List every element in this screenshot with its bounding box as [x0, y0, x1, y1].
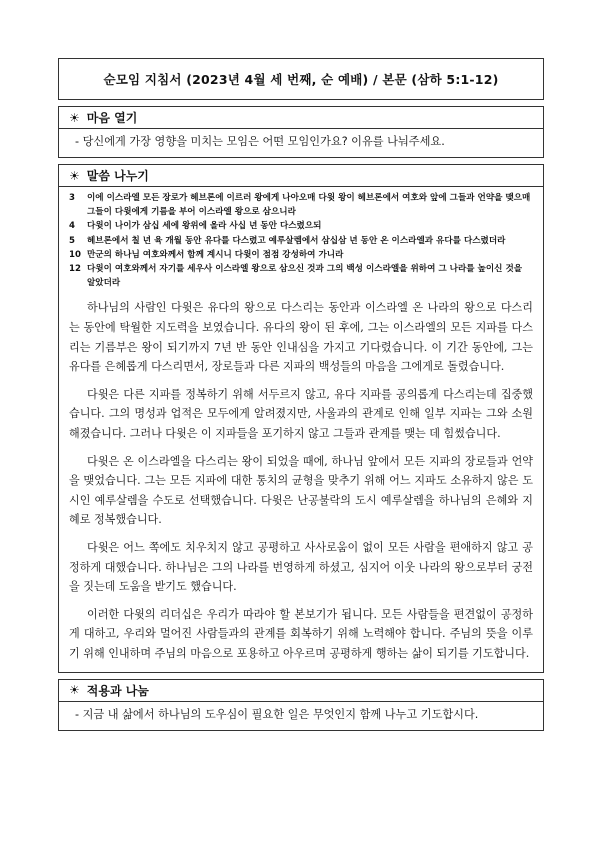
verse-number: 5 [69, 235, 75, 246]
verse-item [69, 219, 533, 233]
document-title-box [58, 58, 544, 100]
scripture-verses [59, 187, 543, 292]
verse-text: 이에 이스라엘 모든 장로가 헤브론에 이르러 왕에게 나아오매 다윗 왕이 헤브론에서 여호와 앞에 그들과 언약을 맺으매 그들이 다윗에게 기름을 부어 이스라엘 왕으로 삼으니라 [87, 193, 531, 218]
opening-heading: 마음 열기 [86, 111, 138, 125]
document-title: 순모임 지침서 (2023년 4월 세 번째, 순 예배) / 본문 (삼하 5:1-12) [103, 72, 499, 87]
verse-item [69, 191, 533, 219]
application-prompt: - 지금 내 삶에서 하나님의 도우심이 필요한 일은 무엇인지 함께 나누고 기도합시다. [75, 707, 479, 721]
commentary [59, 292, 543, 671]
verse-item [69, 234, 533, 248]
verse-item [69, 262, 533, 290]
word-section-header [59, 165, 543, 187]
sun-icon: ☀ [69, 683, 80, 698]
opening-body [59, 129, 543, 157]
verse-item [69, 248, 533, 262]
application-heading: 적용과 나눔 [86, 683, 149, 698]
document-page [58, 58, 544, 731]
opening-section-header [59, 107, 543, 129]
verse-number: 10 [69, 249, 81, 260]
word-heading: 말씀 나누기 [86, 169, 149, 183]
application-section-header [59, 680, 543, 702]
word-section [58, 164, 544, 673]
commentary-paragraph: 다윗은 다른 지파를 정복하기 위해 서두르지 않고, 유다 지파를 공의롭게 다스리는데 집중했습니다. 그의 명성과 업적은 모두에게 알려졌지만, 사울과의 관계로 인해 일부 지파는 그와 소원해졌습니다. 그러나 다윗은 이 지파들을 포기하지 않고 그들과 관계를 맺는 데 힘썼습니다. [69, 387, 533, 440]
commentary-paragraph: 하나님의 사람인 다윗은 유다의 왕으로 다스리는 동안과 이스라엘 온 나라의 왕으로 다스리는 동안에 탁월한 지도력을 보였습니다. 유다의 왕이 된 후에, 그는 이스라엘의 모든 지파를 다스리는 기름부은 왕이 되기까지 7년 반 동안 인내심을 가지고 기다렸습니다. 이 기간 동안에, 그는 유다를 은혜롭게 다스리면서, 장로들과 다른 지파의 백성들의 마음을 그에게로 돌렸습니다. [69, 301, 533, 374]
verse-number: 3 [69, 193, 75, 203]
opening-section [58, 106, 544, 158]
verse-text: 다윗이 여호와께서 자기를 세우사 이스라엘 왕으로 삼으신 것과 그의 백성 이스라엘을 위하여 그 나라를 높이신 것을 알았더라 [87, 264, 523, 289]
opening-question: - 당신에게 가장 영향을 미치는 모임은 어떤 모임인가요? 이유를 나눠주세요. [75, 135, 445, 148]
verse-text: 헤브론에서 칠 년 육 개월 동안 유다를 다스렸고 예루살렘에서 삼십삼 년 동안 온 이스라엘과 유다를 다스렸더라 [87, 235, 506, 246]
application-body [59, 702, 543, 730]
verse-text: 만군의 하나님 여호와께서 함께 계시니 다윗이 점점 강성하여 가니라 [87, 249, 344, 260]
commentary-paragraph: 다윗은 어느 쪽에도 치우치지 않고 공평하고 사사로움이 없이 모든 사람을 편애하지 않고 공정하게 대했습니다. 하나님은 그의 나라를 번영하게 하셨고, 심지어 이웃 나라의 왕으로부터 궁전을 짓는데 도움을 받기도 했습니다. [69, 540, 533, 594]
verse-number: 4 [69, 221, 75, 232]
sun-icon: ☀ [69, 168, 80, 183]
verse-text: 다윗이 나이가 삼십 세에 왕위에 올라 사십 년 동안 다스렸으되 [87, 221, 322, 232]
commentary-paragraph: 이러한 다윗의 리더십은 우리가 따라야 할 본보기가 됩니다. 모든 사람들을 편견없이 공정하게 대하고, 우리와 멀어진 사람들과의 관계를 회복하기 위해 노력해야 합니다. 주님의 뜻을 이루기 위해 인내하며 주님의 마음으로 포용하고 아우르며 공평하게 행하는 삶이 되기를 기도합니다. [69, 607, 533, 660]
sun-icon: ☀ [69, 110, 80, 125]
commentary-paragraph: 다윗은 온 이스라엘을 다스리는 왕이 되었을 때에, 하나님 앞에서 모든 지파의 장로들과 언약을 맺었습니다. 그는 모든 지파에 대한 통치의 균형을 맞추기 위해 어느 지파도 소유하지 않은 도시인 예루살렘을 수도로 선택했습니다. 다윗은 난공불락의 도시 예루살렘을 하나님의 은혜와 지혜로 정복했습니다. [69, 454, 534, 527]
application-section [58, 679, 544, 731]
verse-number: 12 [69, 264, 81, 275]
